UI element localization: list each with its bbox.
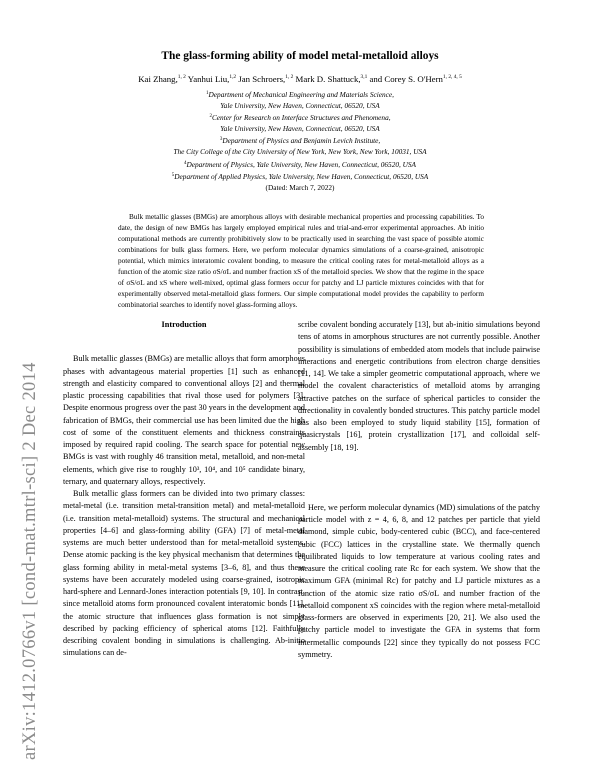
affiliation: $^2$Center for Research on Interface Structures and Phenomena, <box>209 113 391 123</box>
paragraph: Bulk metallic glass formers can be divided into two primary classes: metal-metal (i.e. transition metal-transition metal) and metal-metalloid (i.e. transition metal-metalloid) systems. The structural and mechanical properties [4–6] and glass-forming ability (GFA) [7] of metal-metal systems are much better understood than for metal-metalloid systems. Dense atomic packing is the key physical mechanism that determines the glass forming ability in metal-metal systems [3–6, 8], and thus these systems have been accurately modeled using coarse-grained, isotropic hard-sphere and Lennard-Jones interaction potentials [9, 10]. In contrast, since metalloid atoms form pronounced covalent interatomic bonds [11], the atomic structure that influences glass formation is not simply described by packing efficiency of spherical atoms [12]. Faithfully describing covalent bonding in simulations is challenging. Ab-initio simulations can de- <box>63 489 305 658</box>
affiliation: $^4$Department of Physics, Yale University, New Haven, Connecticut, 06520, USA <box>183 159 417 169</box>
column-left <box>63 319 305 660</box>
author: and Corey S. O'Hern$^{1, 2, 4, 5}$ <box>369 74 462 84</box>
author: Yanhui Liu,$^{1,2}$ <box>187 74 237 84</box>
author-list <box>0 74 600 84</box>
affiliations <box>0 88 600 193</box>
affiliation: $^5$Department of Applied Physics, Yale University, New Haven, Connecticut, 06520, USA <box>171 171 429 181</box>
abstract: Bulk metallic glasses (BMGs) are amorphous alloys with desirable mechanical properties and processing capabilities. To date, the design of new BMGs has largely employed empirical rules and trial-and-error experimental approaches. Ab initio computational methods are currently prohibitively slow to be practically used in searching the vast space of possible atomic combinations for bulk glass formers. Here, we perform molecular dynamics simulations of a coarse-grained, anisotropic potential, which mimics interatomic covalent bonding, to measure the critical cooling rates for metal-metalloid alloys as a function of the atomic size ratio σS/σL and number fraction xS of the metalloid species. We show that the regime in the space of σS/σL and xS where well-mixed, optimal glass formers occur for patchy and LJ particle mixtures coincides with that for experimentally observed metal-metalloid glass formers. Our simple computational model provides the capability to perform combinatorial searches to identify novel glass-forming alloys. <box>118 213 484 309</box>
author: Kai Zhang,$^{1, 2}$ <box>138 74 186 84</box>
affiliation-cont: Yale University, New Haven, Connecticut, 06520, USA <box>220 101 380 111</box>
column-right <box>298 319 540 661</box>
arxiv-stamp[interactable]: arXiv:1412.0766v1 [cond-mat.mtrl-sci] 2 Dec 2014 <box>20 362 40 760</box>
affiliation: $^1$Department of Mechanical Engineering and Materials Science, <box>206 90 394 99</box>
paper-title: The glass-forming ability of model metal-metalloid alloys <box>161 50 439 62</box>
affiliation-cont: Yale University, New Haven, Connecticut, 06520, USA <box>220 124 380 134</box>
paragraph: Bulk metallic glasses (BMGs) are metallic alloys that form amorphous phases with advantageous material properties [1] such as enhanced strength and elasticity compared to conventional alloys [2] and thermal plastic processing capabilities that rival those used for polymers [3]. Despite enormous progress over the past 30 years in the development and fabrication of BMGs, their commercial use has been limited due the high cost of some of the constituent elements and thickness constraints imposed by required rapid cooling. The search space for potential new BMGs is vast with roughly 46 transition metal, metalloid, and non-metal elements, which give rise to roughly 10³, 10⁴, and 10⁵ candidate binary, ternary, and quaternary alloys, respectively. <box>63 354 305 486</box>
affiliation: $^3$Department of Physics and Benjamin Levich Institute, <box>219 136 381 146</box>
author: Mark D. Shattuck,$^{3,1}$ <box>295 74 368 84</box>
column-gap <box>298 454 540 502</box>
section-heading: Introduction <box>161 320 207 329</box>
paragraph: Here, we perform molecular dynamics (MD) simulations of the patchy particle model with z = 4, 6, 8, and 12 patches per particle that yield diamond, simple cubic, body-centered cubic (BCC), and face-centered cubic (FCC) lattices in the crystalline state. We thermally quench equilibrated liquids to low temperature at various cooling rates and measure the critical cooling rate Rc for each system. We show that the maximum GFA (minimal Rc) for patchy and LJ particle mixtures as a function of the atomic size ratio σS/σL and number fraction of the metalloid component xS coincides with the region where metal-metalloid glass-formers are observed in experiments [20, 21]. We also used the patchy particle model to investigate the GFA in systems that form intermetallic compounds [22] since they typically do not possess FCC symmetry. <box>298 502 540 659</box>
affiliation-cont: The City College of the City University of New York, New York, New York, 10031, USA <box>173 147 427 157</box>
paragraph: scribe covalent bonding accurately [13], but ab-initio simulations beyond tens of atoms in amorphous structures are not currently possible. Another possibility is simulations of embedded atom models that include pairwise interactions and energetic contributions from electron charge densities [11, 14]. We take a simpler geometric computational approach, where we model the covalent characteristics of metalloid atoms by arranging attractive patches on the surface of spherical particles to consider the directionality in covalently bonded structures. This patchy particle model has also been employed to study liquid stability [15], formation of quasicrystals [16], protein crystallization [17], and colloidal self-assembly [18, 19]. <box>298 320 540 452</box>
date-line: (Dated: March 7, 2022) <box>265 182 335 192</box>
author: Jan Schroers,$^{1, 2}$ <box>238 74 294 84</box>
